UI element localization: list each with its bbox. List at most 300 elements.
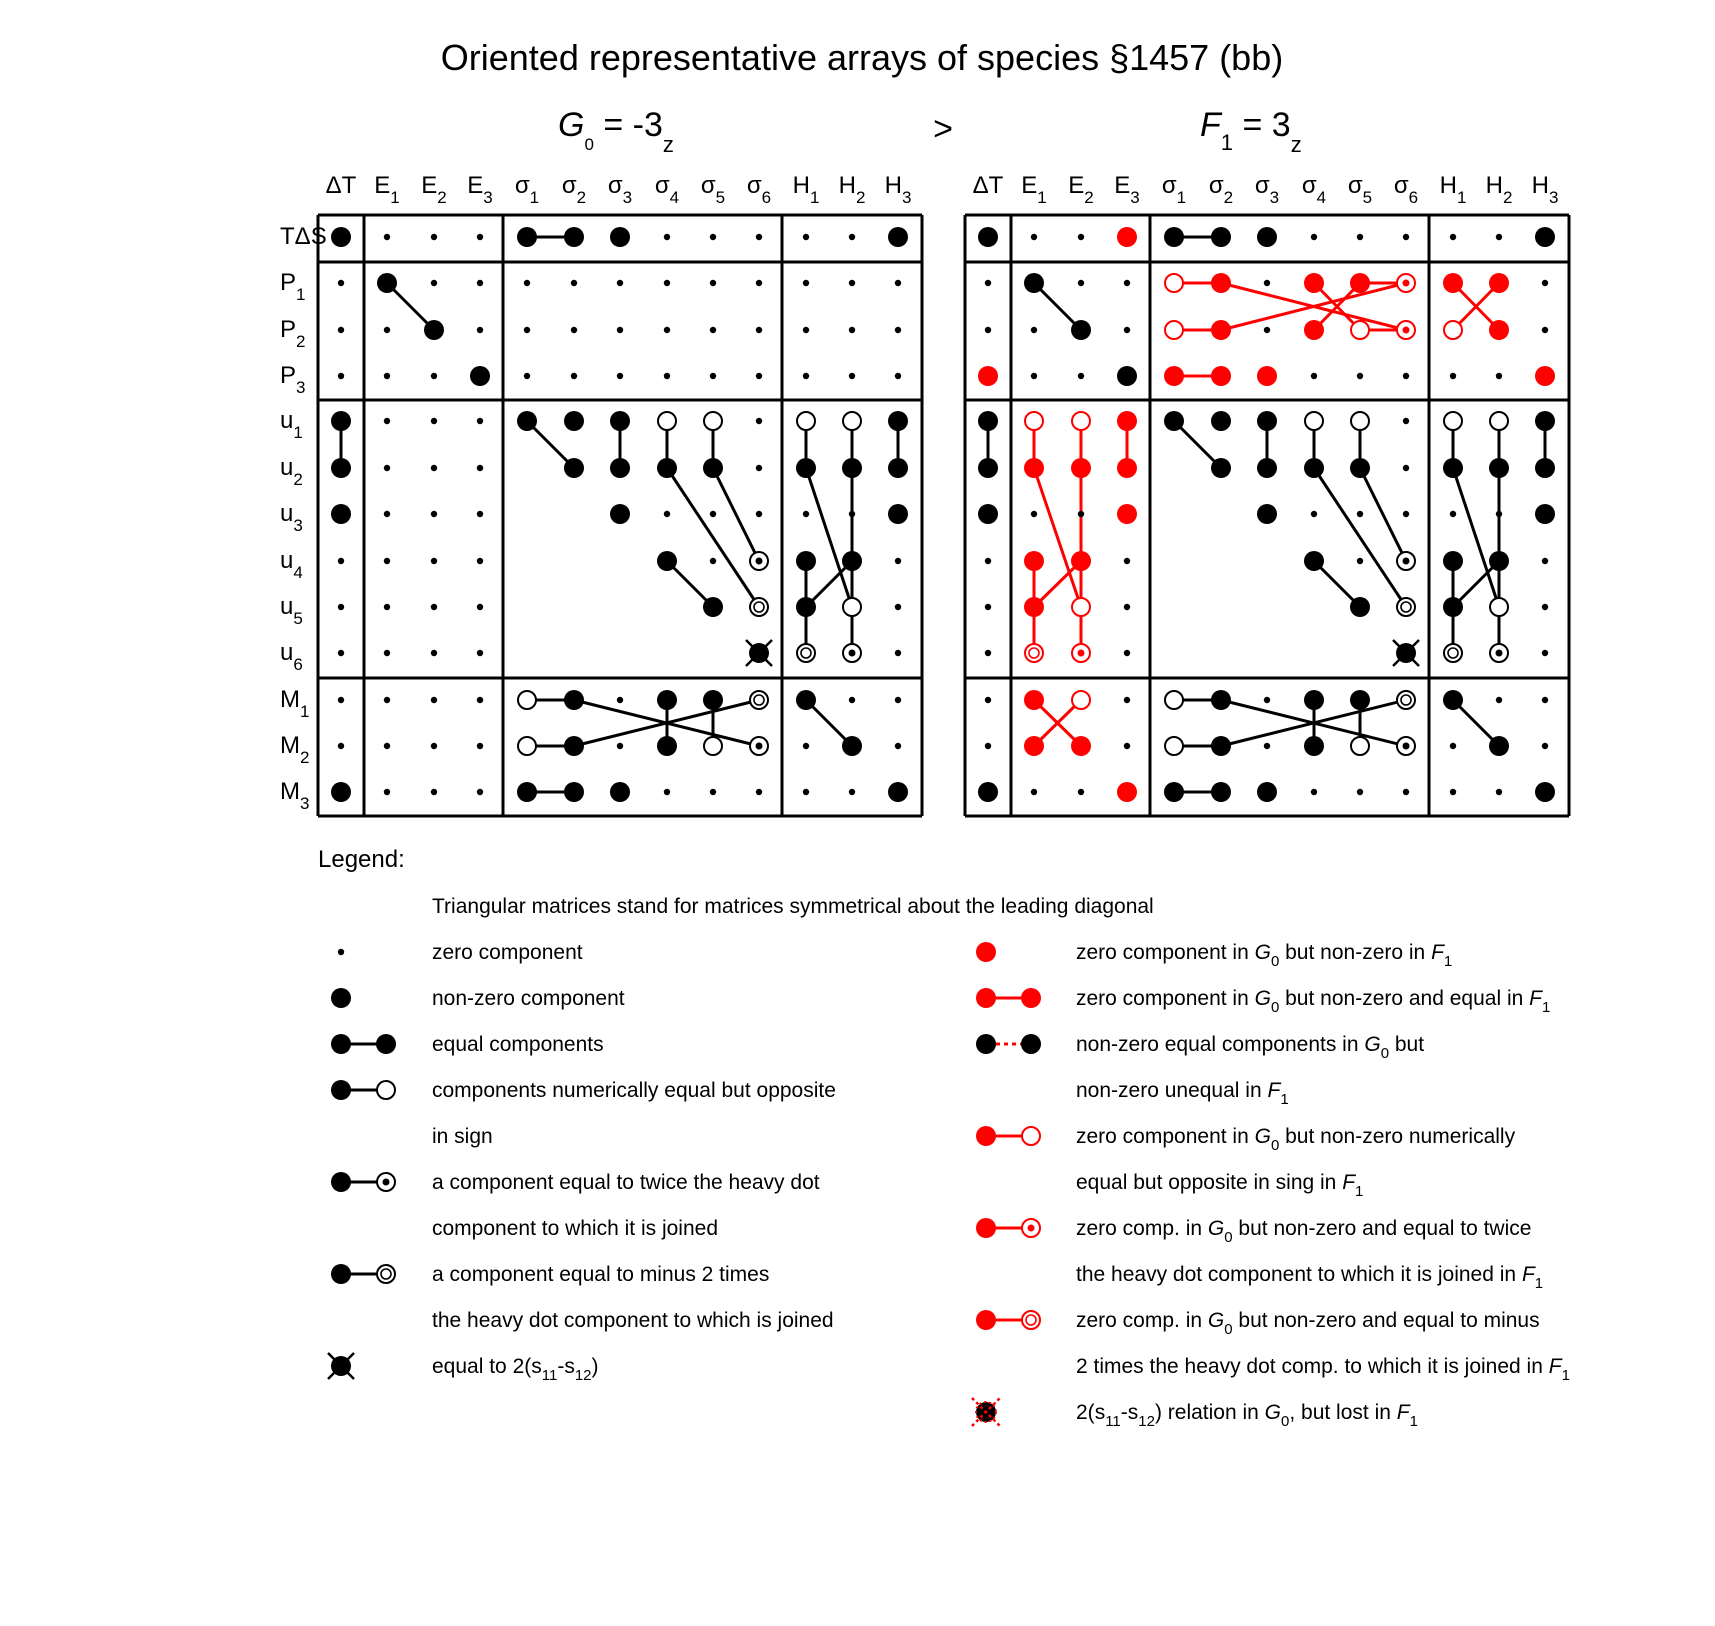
cell-r2-c4 (1165, 321, 1183, 339)
cell-r10-c4 (518, 691, 536, 709)
legend-symbol-small-dot (338, 949, 344, 955)
legend-left-text-5-1-part: the heavy dot component to which is joined (432, 1309, 834, 1332)
col-header-1-sub: 1 (1037, 188, 1047, 207)
cell-r5-c10 (1443, 458, 1463, 478)
cell-r0-c3 (477, 234, 483, 240)
legend-left-text-6-0 (432, 1355, 599, 1384)
legend-right-text-3-1-part: F (1342, 1171, 1356, 1194)
cell-r9-c12 (1542, 650, 1548, 656)
col-header-12 (1532, 172, 1559, 207)
cell-r4-c3 (1117, 411, 1137, 431)
cell-r10-c4 (1165, 691, 1183, 709)
col-header-10-sub: 1 (1456, 188, 1467, 207)
legend-right-text-6-0-part: 0 (1281, 1413, 1290, 1430)
row-header-10 (280, 686, 309, 721)
legend-left-text-6-0-part: s (564, 1355, 575, 1378)
cell-r10-c5 (564, 690, 584, 710)
cell-r2-c12 (895, 327, 901, 333)
cell-r8-c1 (384, 604, 390, 610)
row-header-9-main: u (280, 639, 294, 666)
col-header-5-sub: 2 (1223, 188, 1234, 207)
cell-r7-c2 (1071, 551, 1091, 571)
svg-text:G0 = -3z: $G_0 = -3_z$ (558, 106, 674, 157)
link-13 (806, 468, 852, 607)
col-header-7 (655, 172, 679, 207)
cell-r1-c7 (664, 280, 670, 286)
cell-r3-c2 (1078, 373, 1084, 379)
col-header-9-main: σ (1393, 172, 1409, 199)
cell-r3-c1 (1031, 373, 1037, 379)
cell-r9-c0 (985, 650, 991, 656)
legend-right-text-0-0-part: zero component in (1076, 941, 1255, 964)
cell-r5-c7 (657, 458, 677, 478)
cell-r3-c7 (1311, 373, 1317, 379)
legend-right-text-3-1-part: 1 (1355, 1183, 1364, 1200)
legend-right-item-0 (976, 941, 1452, 970)
col-header-2-sub: 2 (1084, 188, 1094, 207)
legend-left-text-3-0-part: components numerically equal but opposite (432, 1079, 836, 1102)
row-header-9 (280, 639, 303, 674)
legend-right-text-6-0-part: G (1264, 1401, 1282, 1424)
cell-r3-c5 (571, 373, 577, 379)
cell-r11-c9-center (1403, 743, 1410, 750)
cell-r12-c3 (477, 789, 483, 795)
cell-r0-c10 (803, 234, 809, 240)
legend-left-text-5-0-part: a component equal to minus 2 times (432, 1263, 770, 1286)
legend-symbol-filled-link-double-ring-a (331, 1264, 351, 1284)
legend-right-text-5-0 (1076, 1309, 1540, 1338)
row-header-5-main: u (280, 454, 294, 481)
legend-right-text-3-0-part: 0 (1270, 1137, 1280, 1154)
cell-r3-c10 (803, 373, 809, 379)
cell-r3-c9 (1403, 373, 1409, 379)
row-header-4-sub: 1 (293, 423, 303, 442)
legend-right-text-0-0 (1076, 941, 1452, 970)
cell-r2-c6 (617, 327, 623, 333)
cell-r6-c12 (1535, 504, 1555, 524)
cell-r8-c10 (796, 597, 816, 617)
legend-symbol-filled-link-dotted-ring-a (331, 1172, 351, 1192)
legend-symbol-red-link-double-ring-a (976, 1310, 996, 1330)
cell-r2-c0 (338, 327, 344, 333)
col-header-5-sub: 2 (576, 188, 587, 207)
legend-left-item-4 (331, 1171, 820, 1240)
cell-r1-c4 (524, 280, 530, 286)
cell-r3-c5 (1211, 366, 1231, 386)
cell-r12-c4 (1164, 782, 1184, 802)
cell-r12-c5 (564, 782, 584, 802)
legend-symbol-red-link-dotted-ring-a (976, 1218, 996, 1238)
legend-right-text-6-0-part: 11 (1105, 1413, 1121, 1430)
cell-r9-c2 (431, 650, 437, 656)
col-header-1 (1021, 172, 1046, 207)
row-header-6-sub: 3 (293, 516, 303, 535)
cell-r3-c8 (1357, 373, 1363, 379)
cell-r6-c1 (384, 511, 390, 517)
cell-r6-c2 (431, 511, 437, 517)
legend-right-text-6-0-part: 2( (1076, 1401, 1095, 1424)
cell-r10-c10 (1443, 690, 1463, 710)
row-header-6-main: u (280, 500, 294, 527)
legend-symbol-red-link-open-a (976, 1126, 996, 1146)
cell-r4-c3 (477, 418, 483, 424)
row-header-10-sub: 1 (300, 702, 310, 721)
cell-r7-c2 (431, 558, 437, 564)
legend-right-text-6-0-part: - (1120, 1401, 1128, 1424)
cell-r7-c10 (1443, 551, 1463, 571)
cell-r9-c3 (477, 650, 483, 656)
col-header-10-main: H (1439, 172, 1457, 199)
col-header-9-sub: 6 (761, 188, 772, 207)
cell-r12-c9 (1403, 789, 1409, 795)
legend-right-text-5-0-part: G (1207, 1309, 1225, 1332)
cell-r6-c3 (477, 511, 483, 517)
legend-right-text-3-0 (1076, 1125, 1516, 1154)
cell-r4-c10 (1444, 412, 1462, 430)
legend-right-text-1-0-part: G (1254, 987, 1271, 1010)
cell-r2-c2 (1071, 320, 1091, 340)
cell-r11-c2 (1071, 736, 1091, 756)
legend-left-text-4-1-part: component to which it is joined (432, 1217, 718, 1240)
cell-r2-c5 (1211, 320, 1231, 340)
legend-right-text-6-0-part: , but lost in (1289, 1401, 1397, 1424)
row-header-10-main: M (280, 686, 300, 713)
cell-r11-c2 (431, 743, 437, 749)
cell-r10-c5 (1211, 690, 1231, 710)
cell-r12-c10 (803, 789, 809, 795)
cell-r11-c12 (1542, 743, 1548, 749)
row-header-12 (280, 778, 309, 813)
cell-r6-c11 (849, 511, 855, 517)
cell-r11-c6 (1264, 743, 1270, 749)
row-header-2 (280, 316, 305, 351)
row-header-12-main: M (280, 778, 300, 805)
cell-r1-c10 (1443, 273, 1463, 293)
legend-right-text-1-0-part: 1 (1541, 999, 1551, 1016)
legend-right-text-4-1 (1076, 1263, 1543, 1292)
cell-r2-c10 (1444, 321, 1462, 339)
cell-r5-c12 (888, 458, 908, 478)
col-header-2-main: E (421, 172, 438, 199)
cell-r9-c3 (1124, 650, 1130, 656)
legend-right-text-0-0-part: G (1254, 941, 1271, 964)
row-header-11-main: M (280, 732, 300, 759)
cell-r9-c1 (1025, 644, 1043, 662)
legend-right-text-5-1-part: 1 (1561, 1367, 1570, 1384)
row-header-5-sub: 2 (293, 470, 303, 489)
cell-r3-c1 (384, 373, 390, 379)
cell-r6-c3 (1117, 504, 1137, 524)
legend-left-text-1-0-part: non-zero component (432, 987, 625, 1010)
cell-r12-c4 (517, 782, 537, 802)
legend-right-text-2-0 (1076, 1033, 1424, 1062)
cell-r0-c8 (710, 234, 716, 240)
legend-symbol-red-link-dotted-ring-b-center (1028, 1225, 1035, 1232)
cell-r0-c2 (1078, 234, 1084, 240)
cell-r1-c10 (803, 280, 809, 286)
legend-symbol-filled-link-filled-b (376, 1034, 396, 1054)
col-header-5-main: σ (561, 172, 577, 199)
cell-r3-c3 (470, 366, 490, 386)
legend-right-text-4-1-part: 1 (1534, 1275, 1544, 1292)
col-header-7-main: σ (654, 172, 670, 199)
cell-r5-c7 (1304, 458, 1324, 478)
legend-right-text-1-0 (1076, 987, 1550, 1016)
cell-r7-c8 (1357, 558, 1363, 564)
legend-symbol-red-link-open-b (1022, 1127, 1040, 1145)
cell-r10-c12 (1542, 697, 1548, 703)
cell-r10-c3 (477, 697, 483, 703)
col-header-8 (1348, 172, 1372, 207)
legend-right-text-5-1 (1076, 1355, 1570, 1384)
cell-r2-c4 (524, 327, 530, 333)
legend-right-text-4-1-part: F (1521, 1263, 1535, 1286)
legend-right-text-1-0-part: 0 (1270, 999, 1280, 1016)
cell-r10-c2 (1072, 691, 1090, 709)
col-header-10-sub: 1 (809, 188, 820, 207)
cell-r8-c1 (1024, 597, 1044, 617)
legend-left-item-6 (328, 1353, 599, 1384)
col-header-11-main: H (838, 172, 856, 199)
cell-r1-c4 (1165, 274, 1183, 292)
cell-r11-c7 (1304, 736, 1324, 756)
cell-r12-c7 (664, 789, 670, 795)
col-header-6 (1255, 172, 1279, 207)
legend-right-text-5-0-part: zero comp. in (1076, 1309, 1208, 1332)
cell-r4-c2 (1072, 412, 1090, 430)
cell-r5-c1 (384, 465, 390, 471)
cell-r0-c5 (564, 227, 584, 247)
col-header-6-main: σ (1254, 172, 1270, 199)
legend-right-text-6-0-part: 1 (1409, 1413, 1418, 1430)
cell-r1-c6 (617, 280, 623, 286)
cell-r10-c7 (657, 690, 677, 710)
cell-r11-c3 (477, 743, 483, 749)
cell-r4-c1 (1025, 412, 1043, 430)
cell-r7-c9-center (1403, 558, 1410, 565)
cell-r11-c11 (1489, 736, 1509, 756)
legend-right-text-3-0-part: but non-zero numerically (1279, 1125, 1516, 1148)
cell-r12-c2 (431, 789, 437, 795)
col-header-10 (1440, 172, 1467, 207)
row-header-2-main: P (280, 316, 297, 343)
col-header-1 (374, 172, 399, 207)
col-header-5-main: σ (1208, 172, 1224, 199)
legend-right-text-6-0-part: s (1094, 1401, 1106, 1424)
legend-left-text-2-0 (432, 1033, 604, 1056)
cell-r4-c2 (431, 418, 437, 424)
cell-r11-c3 (1124, 743, 1130, 749)
cell-r5-c2 (431, 465, 437, 471)
cell-r5-c8 (1350, 458, 1370, 478)
cell-r9-c12 (895, 650, 901, 656)
cell-r3-c4 (1164, 366, 1184, 386)
cell-r6-c7 (664, 511, 670, 517)
link-13 (1453, 468, 1499, 607)
legend-right-text-2-0-part: G (1364, 1033, 1381, 1056)
cell-r12-c0 (978, 782, 998, 802)
legend-right-text-6-0 (1076, 1401, 1418, 1430)
cell-r11-c5 (564, 736, 584, 756)
col-header-3-main: E (467, 172, 484, 199)
cell-r12-c12 (1535, 782, 1555, 802)
cell-r12-c12 (888, 782, 908, 802)
cell-r10-c2 (431, 697, 437, 703)
cell-r9-c2-center (1078, 650, 1085, 657)
cell-r4-c8 (1351, 412, 1369, 430)
cell-r12-c11 (1496, 789, 1502, 795)
row-header-7-main: u (280, 547, 294, 574)
cell-r11-c1 (1024, 736, 1044, 756)
col-header-11 (839, 172, 866, 207)
cell-r0-c9 (1403, 234, 1409, 240)
row-header-3-main: P (280, 362, 297, 389)
cell-r6-c9 (1403, 511, 1409, 517)
legend-left-item-1 (331, 987, 625, 1010)
cell-r1-c11 (1489, 273, 1509, 293)
cell-r2-c12 (1542, 327, 1548, 333)
legend-right-text-2-1-part: 1 (1280, 1091, 1289, 1108)
col-header-11-sub: 2 (1502, 188, 1513, 207)
col-header-2-main: E (1068, 172, 1085, 199)
cell-r0-c10 (1450, 234, 1456, 240)
col-header-6-main: σ (607, 172, 623, 199)
cell-r7-c12 (895, 558, 901, 564)
legend-right-text-0-0-part: but non-zero in (1279, 941, 1432, 964)
cell-r12-c6 (1257, 782, 1277, 802)
legend-symbol-filled-dot (331, 988, 351, 1008)
cell-r1-c5 (571, 280, 577, 286)
cell-r5-c5 (1211, 458, 1231, 478)
cell-r10-c8 (1350, 690, 1370, 710)
cell-r1-c5 (1211, 273, 1231, 293)
cell-r9-c0 (338, 650, 344, 656)
col-header-11-sub: 2 (855, 188, 866, 207)
cell-r8-c8 (1350, 597, 1370, 617)
link-10 (667, 468, 759, 607)
cell-r6-c11 (1496, 511, 1502, 517)
cell-r7-c1 (384, 558, 390, 564)
cell-r1-c0 (985, 280, 991, 286)
row-header-0-main: TΔS (280, 223, 327, 250)
cell-r0-c7 (664, 234, 670, 240)
cell-r2-c0 (985, 327, 991, 333)
cell-r0-c6 (610, 227, 630, 247)
cell-r4-c9 (1403, 418, 1409, 424)
col-header-12-sub: 3 (1548, 188, 1559, 207)
cell-r10-c0 (985, 697, 991, 703)
col-header-6-sub: 3 (622, 188, 633, 207)
col-header-3-sub: 3 (1130, 188, 1140, 207)
cell-r5-c3 (1117, 458, 1137, 478)
cell-r7-c1 (1024, 551, 1044, 571)
cell-r11-c6 (617, 743, 623, 749)
cell-r4-c10 (797, 412, 815, 430)
cell-r6-c10 (1450, 511, 1456, 517)
cell-r6-c6 (610, 504, 630, 524)
cell-r8-c11 (843, 598, 861, 616)
cell-r7-c3 (1124, 558, 1130, 564)
cell-r1-c12 (895, 280, 901, 286)
row-header-7 (280, 547, 303, 582)
row-header-1-main: P (280, 269, 297, 296)
legend-right-item-6 (972, 1398, 1418, 1430)
cell-r10-c8 (703, 690, 723, 710)
cell-r8-c10 (1443, 597, 1463, 617)
col-header-10-main: H (792, 172, 810, 199)
row-header-3 (280, 362, 305, 397)
cell-r8-c12 (1542, 604, 1548, 610)
cell-r11-c4 (518, 737, 536, 755)
cell-r7-c3 (477, 558, 483, 564)
col-header-5 (1209, 172, 1233, 207)
col-header-8 (701, 172, 725, 207)
cell-r8-c11 (1490, 598, 1508, 616)
cell-r11-c9-center (756, 743, 763, 750)
legend-symbol-black-dotted-link-black-a (976, 1034, 996, 1054)
cell-r6-c6 (1257, 504, 1277, 524)
cell-r3-c12 (1535, 366, 1555, 386)
cell-r2-c11 (1489, 320, 1509, 340)
legend-right-text-1-0-part: but non-zero and equal in (1279, 987, 1530, 1010)
cell-r3-c9 (756, 373, 762, 379)
legend-left-text-6-0-part: equal to 2( (432, 1355, 532, 1378)
legend-right-text-6-0-part: F (1396, 1401, 1410, 1424)
row-header-8-sub: 5 (293, 609, 303, 628)
col-header-8-main: σ (700, 172, 716, 199)
cell-r10-c9 (1397, 691, 1415, 709)
col-header-7-main: σ (1301, 172, 1317, 199)
legend-right-text-5-0-part: but non-zero and equal to minus (1232, 1309, 1540, 1332)
cell-r7-c7 (1304, 551, 1324, 571)
cell-r8-c2 (431, 604, 437, 610)
cell-r6-c8 (1357, 511, 1363, 517)
cell-r8-c8 (703, 597, 723, 617)
legend-symbol-filled-link-double-ring-b (377, 1265, 395, 1283)
col-header-4-sub: 1 (1176, 188, 1187, 207)
row-header-9-sub: 6 (293, 655, 303, 674)
legend-right-item-3 (976, 1125, 1516, 1200)
cell-r2-c8 (1351, 321, 1369, 339)
col-header-2 (1068, 172, 1093, 207)
col-header-2 (421, 172, 446, 207)
cell-r0-c9 (756, 234, 762, 240)
legend-right-text-3-1-part: equal but opposite in sing in (1076, 1171, 1343, 1194)
cell-r11-c0 (985, 743, 991, 749)
col-header-7-sub: 4 (1316, 188, 1327, 207)
col-header-6 (608, 172, 632, 207)
cell-r0-c5 (1211, 227, 1231, 247)
legend-left-text-2-0-part: equal components (432, 1033, 604, 1056)
cell-r10-c6 (617, 697, 623, 703)
cell-r12-c8 (1357, 789, 1363, 795)
cell-r4-c0 (978, 411, 998, 431)
cell-r0-c8 (1357, 234, 1363, 240)
cell-r8-c0 (338, 604, 344, 610)
col-header-12-main: H (884, 172, 902, 199)
cell-r5-c1 (1024, 458, 1044, 478)
cell-r12-c6 (610, 782, 630, 802)
cell-r7-c12 (1542, 558, 1548, 564)
cell-r6-c2 (1078, 511, 1084, 517)
cell-r6-c12 (888, 504, 908, 524)
legend-left-text-5-0 (432, 1263, 769, 1286)
legend-note: Triangular matrices stand for matrices symmetrical about the leading diagonal (432, 895, 1154, 918)
legend-left-text-0-0 (432, 941, 583, 964)
row-header-1-sub: 1 (296, 285, 306, 304)
cell-r7-c10 (796, 551, 816, 571)
cell-r4-c12 (888, 411, 908, 431)
